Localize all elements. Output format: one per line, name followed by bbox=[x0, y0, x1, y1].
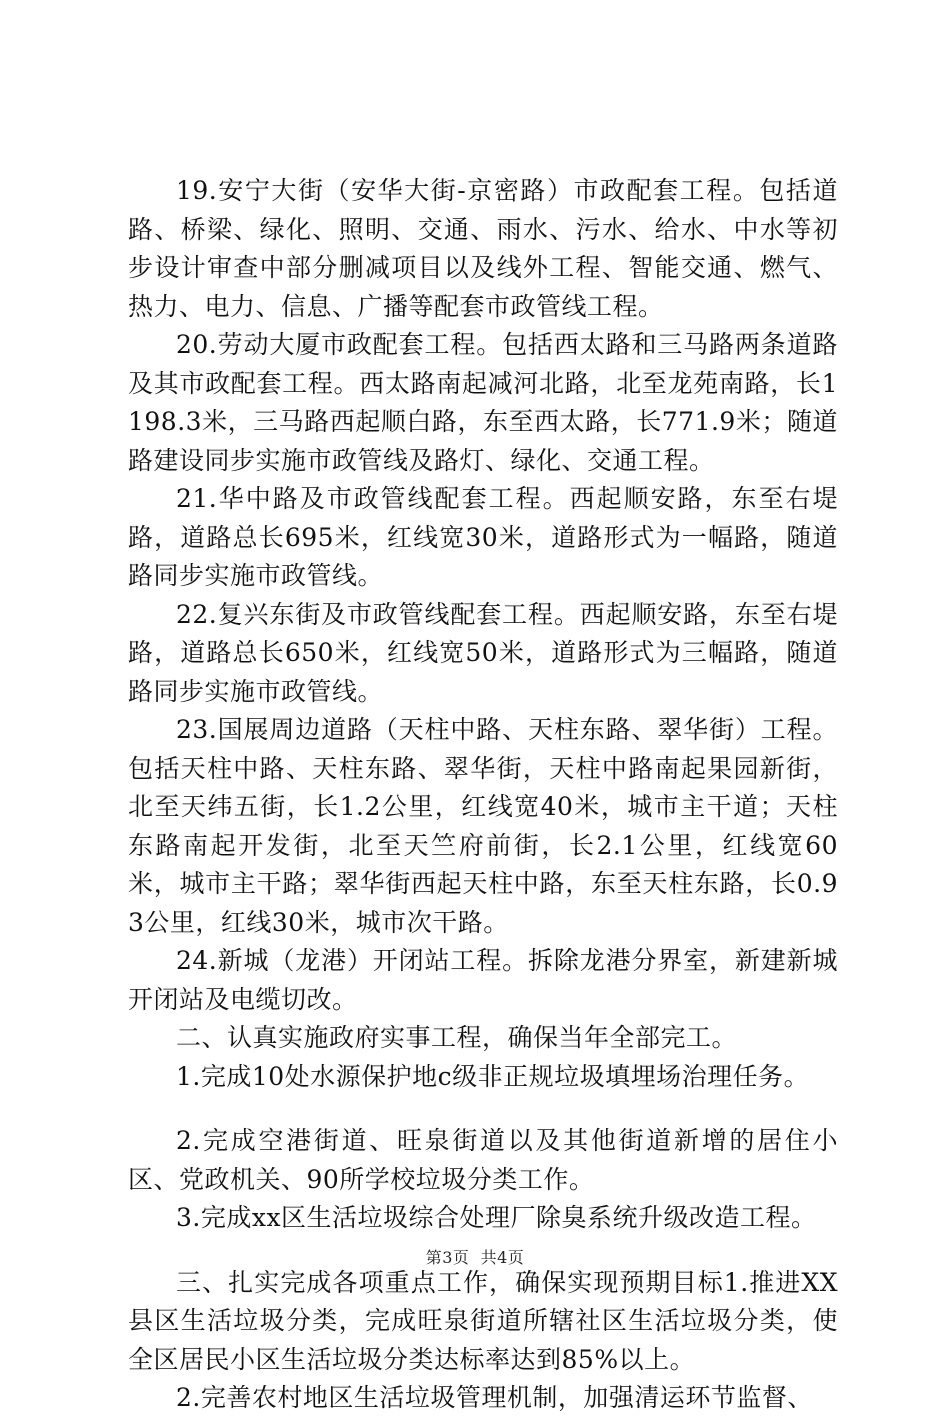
paragraph-item-24: 24.新城（龙港）开闭站工程。拆除龙港分界室，新建新城开闭站及电缆切改。 bbox=[128, 946, 838, 1014]
paragraph-item-21: 21.华中路及市政管线配套工程。西起顺安路，东至右堤路，道路总长695米，红线宽30米，道路形式为一幅路，随道路同步实施市政管线。 bbox=[128, 484, 838, 590]
paragraph-item-19: 19.安宁大街（安华大街-京密路）市政配套工程。包括道路、桥梁、绿化、照明、交通、雨水、污水、给水、中水等初步设计审查中部分删减项目以及线外工程、智能交通、燃气、热力、电力、信息、广播等配套市政管线工程。 bbox=[128, 176, 838, 321]
page-footer bbox=[0, 1245, 950, 1268]
paragraph-task-3: 3.完成xx区生活垃圾综合处理厂除臭系统升级改造工程。 bbox=[176, 1203, 817, 1232]
paragraph-item-20: 20.劳动大厦市政配套工程。包括西太路和三马路两条道路及其市政配套工程。西太路南起减河北路，北至龙苑南路，长1198.3米，三马路西起顺白路，东至西太路，长771.9米；随道路建设同步实施市政管线及路灯、绿化、交通工程。 bbox=[128, 330, 838, 475]
paragraph-task-1: 1.完成10处水源保护地c级非正规垃圾填埋场治理任务。 bbox=[176, 1061, 810, 1091]
paragraph-task-2: 2.完成空港街道、旺泉街道以及其他街道新增的居住小区、党政机关、90所学校垃圾分类工作。 bbox=[128, 1126, 838, 1194]
paragraph-item-23: 23.国展周边道路（天柱中路、天柱东路、翠华街）工程。包括天柱中路、天柱东路、翠华街，天柱中路南起果园新街，北至天纬五街，长1.2公里，红线宽40米，城市主干道；天柱东路南起开发街，北至天竺府前街，长2.1公里，红线宽60米，城市主干路；翠华街西起天柱中路，东至天柱东路，长0.93公里，红线30米，城市次干路。 bbox=[128, 715, 838, 937]
section-heading-3: 三、扎实完成各项重点工作，确保实现预期目标1.推进XX县区生活垃圾分类，完成旺泉街道所辖社区生活垃圾分类，使全区居民小区生活垃圾分类达标率达到85%以上。 bbox=[128, 1267, 838, 1374]
document-body bbox=[128, 172, 838, 1418]
paragraph-item-22: 22.复兴东街及市政管线配套工程。西起顺安路，东至右堤路，道路总长650米，红线宽50米，道路形式为三幅路，随道路同步实施市政管线。 bbox=[128, 599, 838, 706]
paragraph-work-2: 2.完善农村地区生活垃圾管理机制，加强清运环节监督、 bbox=[176, 1383, 813, 1412]
page-number: 第3页 共4页 bbox=[425, 1248, 525, 1267]
section-heading-2: 二、认真实施政府实事工程，确保当年全部完工。 bbox=[176, 1023, 738, 1052]
